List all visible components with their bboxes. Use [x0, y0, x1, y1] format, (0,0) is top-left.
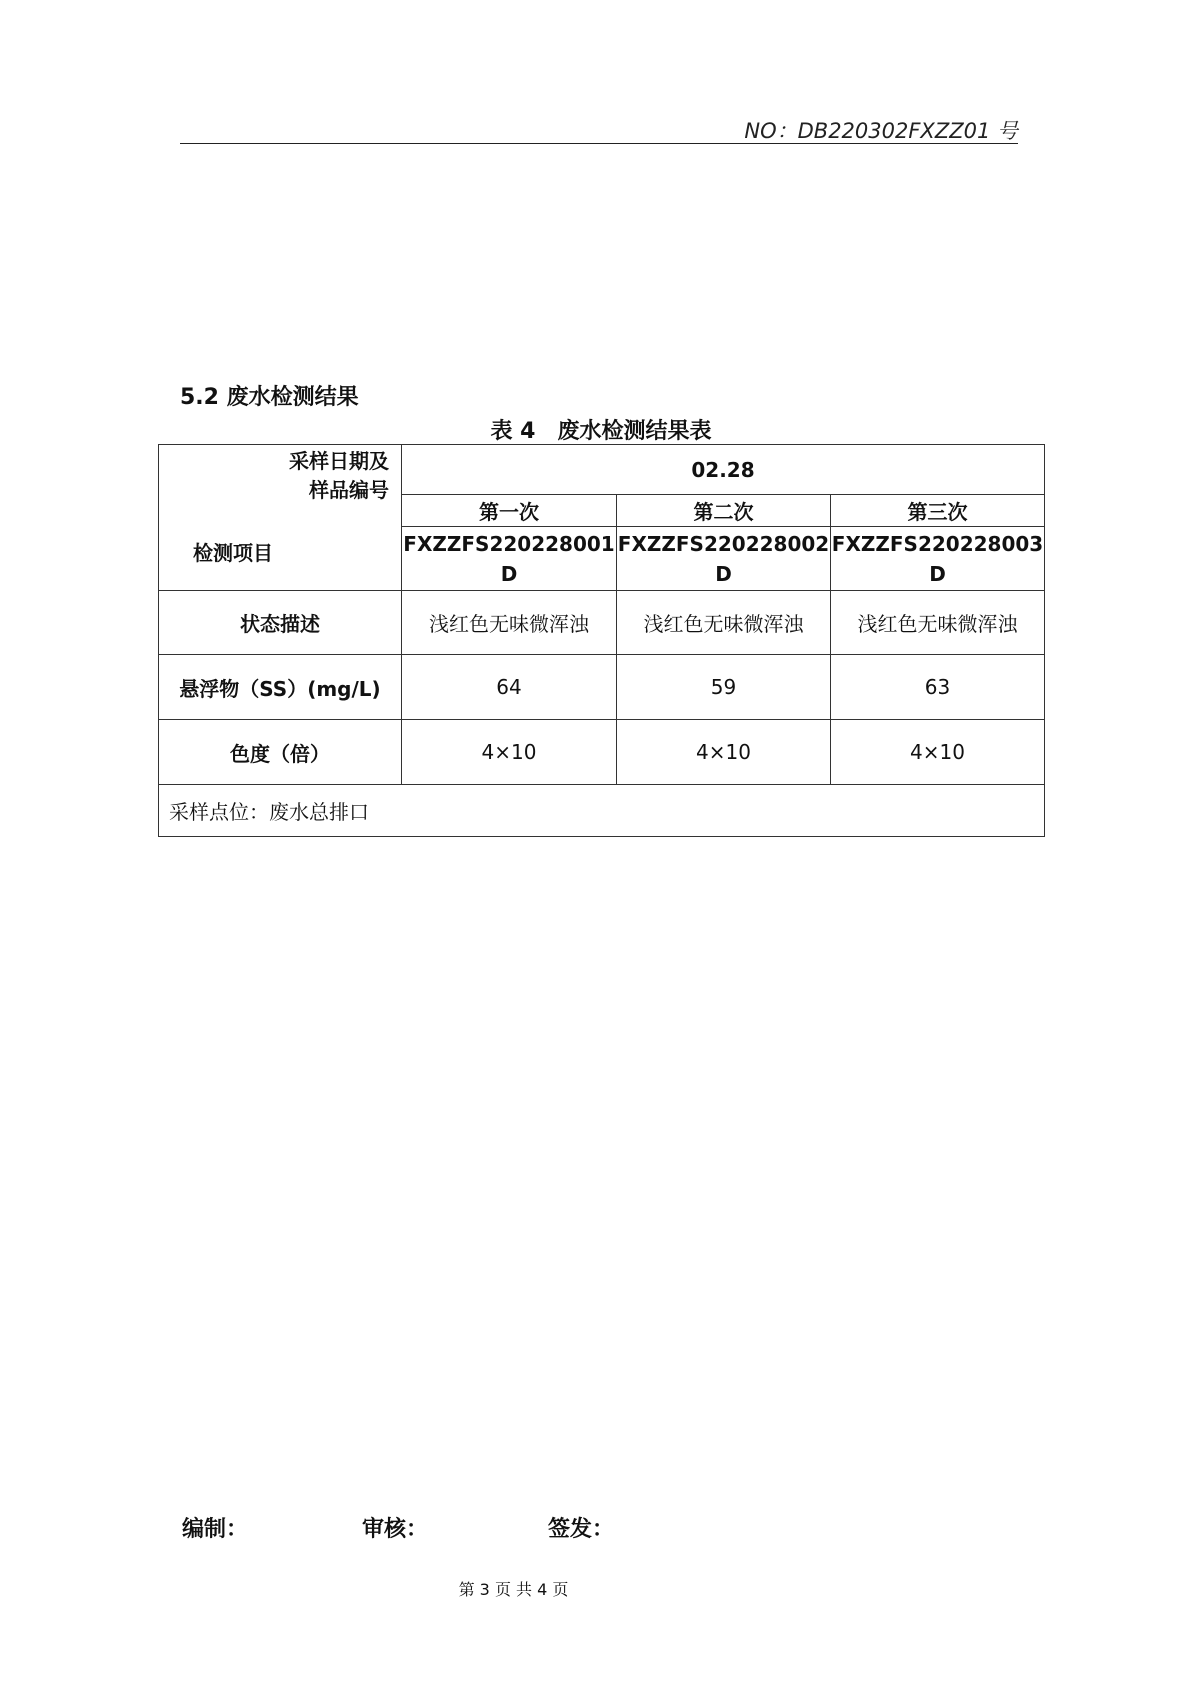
header-divider	[180, 143, 1018, 144]
corner-line: 样品编号	[309, 478, 389, 502]
sampling-date-cell: 02.28	[402, 445, 1045, 495]
table-row	[159, 720, 1045, 785]
table-caption: 表 4 废水检测结果表	[490, 419, 712, 444]
section-title: 5.2 废水检测结果	[180, 385, 359, 410]
table-row	[159, 591, 1045, 655]
round-label: 第三次	[831, 495, 1045, 527]
signature-line	[0, 1512, 1190, 1542]
result-cell: 浅红色无味微浑浊	[617, 591, 831, 655]
result-cell: 4×10	[831, 720, 1045, 785]
result-cell: 浅红色无味微浑浊	[402, 591, 617, 655]
test-item: 色度（倍）	[159, 720, 402, 785]
result-cell: 64	[402, 655, 617, 720]
result-cell: 浅红色无味微浑浊	[831, 591, 1045, 655]
round-label: 第二次	[617, 495, 831, 527]
reviewed-by-label: 审核：	[362, 1517, 429, 1542]
corner-header-top	[289, 447, 389, 505]
page-number: 第 3 页 共 4 页	[458, 1580, 569, 1599]
sample-code: FXZZFS220228002D	[617, 527, 831, 591]
test-item: 悬浮物（SS）(mg/L)	[159, 655, 402, 720]
compiled-by-label: 编制：	[182, 1517, 249, 1542]
sampling-point-note: 采样点位：废水总排口	[159, 785, 1045, 837]
wastewater-results-table	[158, 444, 1045, 837]
result-cell: 4×10	[617, 720, 831, 785]
issued-by-label: 签发：	[548, 1517, 615, 1542]
table-corner-header	[159, 445, 402, 591]
sample-code: FXZZFS220228003D	[831, 527, 1045, 591]
round-label: 第一次	[402, 495, 617, 527]
report-number: NO：DB220302FXZZ01 号	[744, 119, 1018, 143]
result-cell: 59	[617, 655, 831, 720]
test-item: 状态描述	[159, 591, 402, 655]
result-cell: 4×10	[402, 720, 617, 785]
corner-line: 采样日期及	[289, 449, 389, 473]
table-row	[159, 655, 1045, 720]
result-cell: 63	[831, 655, 1045, 720]
corner-header-item-label: 检测项目	[193, 541, 273, 565]
sample-code: FXZZFS220228001D	[402, 527, 617, 591]
